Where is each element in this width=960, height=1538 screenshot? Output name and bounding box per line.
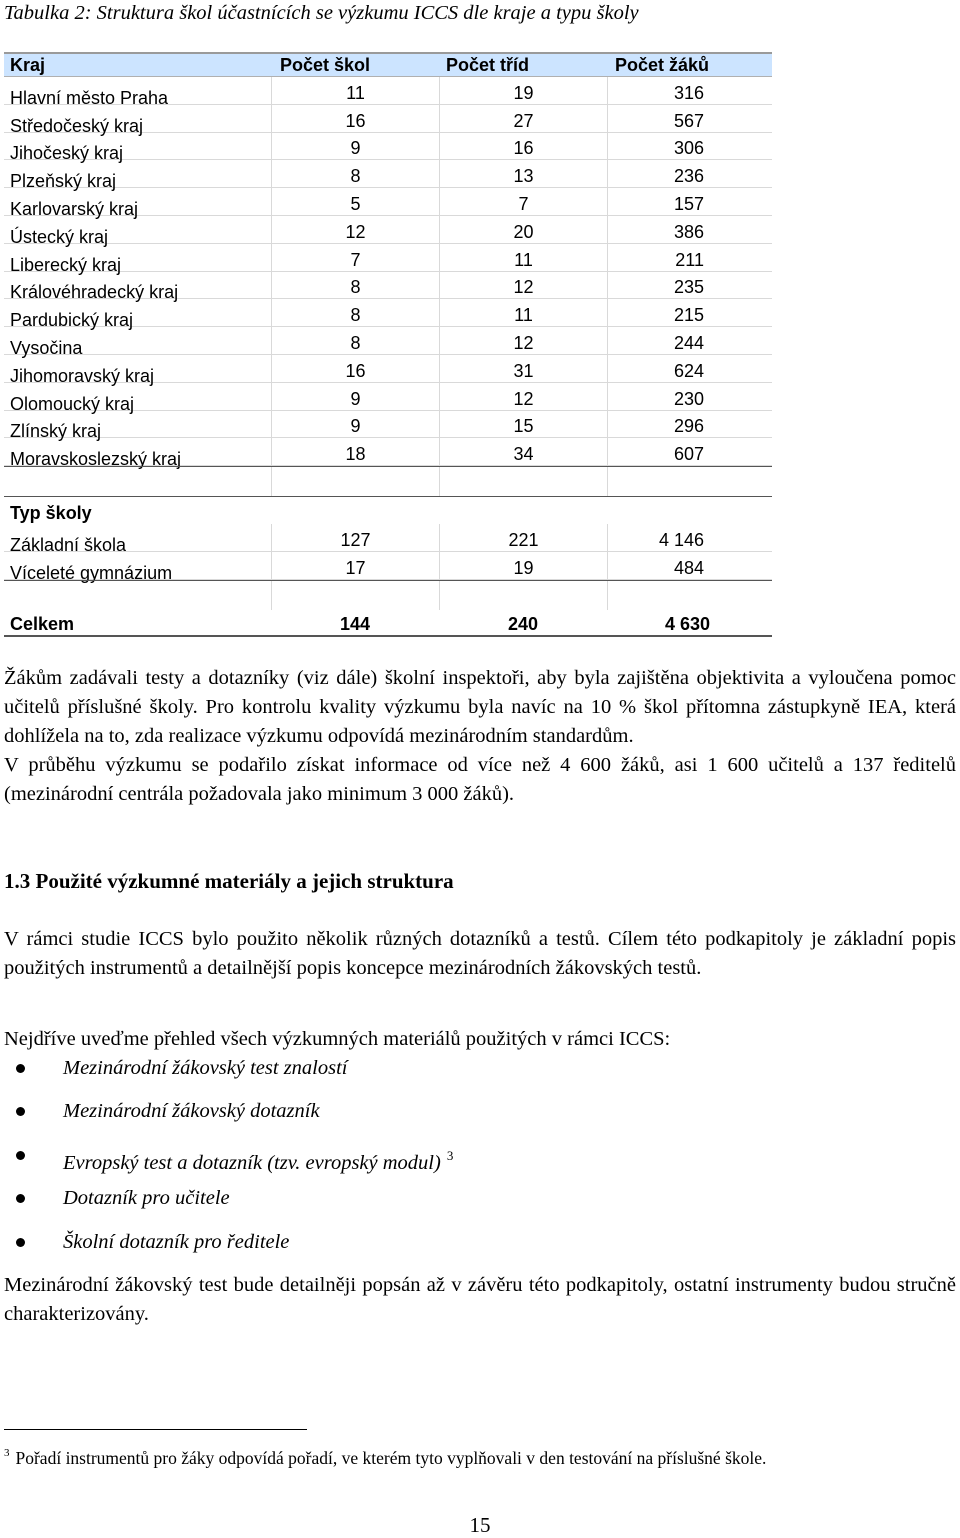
cell-schools: 8 <box>350 277 361 298</box>
section-heading: 1.3 Použité výzkumné materiály a jejich struktura <box>4 869 454 893</box>
table-row <box>4 133 772 164</box>
cell-schools: 5 <box>350 193 361 214</box>
bullet-icon <box>16 1064 25 1073</box>
cell-schools: 11 <box>346 82 365 103</box>
cell-classes: 27 <box>513 110 534 131</box>
footnote-number: 3 <box>4 1447 10 1459</box>
cell-name: Středočeský kraj <box>10 115 144 136</box>
cell-schools: 9 <box>350 388 361 409</box>
cell-students: 235 <box>673 277 704 298</box>
cell-schools: 9 <box>350 138 361 159</box>
type-heading: Typ školy <box>10 502 92 523</box>
table-row <box>4 272 772 303</box>
table-row <box>4 216 772 247</box>
cell-students: 316 <box>673 82 704 103</box>
cell-schools: 8 <box>350 166 361 187</box>
cell-students: 386 <box>673 221 704 242</box>
cell-students: 607 <box>673 444 704 465</box>
cell-students: 624 <box>673 360 704 381</box>
paragraph-inspectors <box>4 664 956 809</box>
footnote-ref[interactable]: 3 <box>446 1147 454 1163</box>
schools-table <box>4 52 772 637</box>
header-kraj: Kraj <box>10 55 46 75</box>
cell-name: Liberecký kraj <box>10 254 122 275</box>
list-item-text: Mezinárodní žákovský test znalostí <box>63 1057 348 1079</box>
total-row <box>4 610 772 638</box>
list-item-text: Školní dotazník pro ředitele <box>63 1230 290 1253</box>
paragraph-text: Žákům zadávali testy a dotazníky (viz dále) školní inspektoři, aby byla zajištěna objektivita a vyloučena pomoc učitelů příslušné školy. Pro kontrolu kvality výzkumu byla navíc na 10 % škol přítomna zástupkyně IEA, která dohlížela na to, zda realizace výzkumu odpovídá mezinárodním standardům. <box>4 667 956 747</box>
cell-students: 236 <box>673 166 704 187</box>
table-row <box>4 438 772 470</box>
footnote-separator <box>4 1429 307 1430</box>
table-row <box>4 524 772 555</box>
table-row <box>4 160 772 192</box>
page-number: 15 <box>469 1513 491 1537</box>
table-row <box>4 105 772 136</box>
spacer-row <box>4 466 772 496</box>
cell-classes: 15 <box>513 416 534 437</box>
cell-name: Ústecký kraj <box>10 226 109 247</box>
table-row <box>4 355 772 386</box>
list-item-text: Dotazník pro učitele <box>63 1187 230 1210</box>
cell-classes: 31 <box>513 360 534 381</box>
cell-students: 157 <box>673 193 704 214</box>
footnote-text: Pořadí instrumentů pro žáky odpovídá pořadí, ve kterém tyto vyplňovali v den testování na příslušné škole. <box>15 1448 767 1468</box>
table-row <box>4 244 772 275</box>
table-row <box>4 383 772 414</box>
cell-name: Vysočina <box>10 337 83 358</box>
spacer-row <box>4 580 772 610</box>
bullet-icon <box>16 1107 25 1116</box>
table-row <box>4 327 772 358</box>
cell-schools: 12 <box>345 221 366 242</box>
total-students: 4 630 <box>665 614 711 635</box>
cell-schools: 17 <box>345 557 366 578</box>
cell-classes: 12 <box>513 277 534 298</box>
cell-schools: 18 <box>345 444 366 465</box>
total-schools: 144 <box>339 614 371 635</box>
cell-classes: 13 <box>513 166 534 187</box>
paragraph-text: V průběhu výzkumu se podařilo získat informace od více než 4 600 žáků, asi 1 600 učitelů a 137 ředitelů (mezinárodní centrála požadovala jako minimum 3 000 žáků). <box>4 754 956 805</box>
table-row <box>4 299 772 331</box>
cell-name: Víceleté gymnázium <box>10 562 173 583</box>
cell-schools: 9 <box>350 416 361 437</box>
cell-name: Jihočeský kraj <box>10 143 124 164</box>
cell-name: Královéhradecký kraj <box>10 282 179 303</box>
cell-classes: 16 <box>513 138 534 159</box>
cell-classes: 221 <box>508 529 539 550</box>
cell-name: Hlavní město Praha <box>10 87 169 108</box>
cell-name: Olomoucký kraj <box>10 393 135 414</box>
bullet-icon <box>16 1194 25 1203</box>
cell-name: Moravskoslezský kraj <box>10 449 182 470</box>
table-row <box>4 552 772 583</box>
cell-classes: 12 <box>513 332 534 353</box>
type-heading-row <box>4 496 772 524</box>
cell-name: Plzeňský kraj <box>10 171 117 192</box>
table-caption: Tabulka 2: Struktura škol účastnících se výzkumu ICCS dle kraje a typu školy <box>4 2 639 24</box>
cell-students: 567 <box>673 110 704 131</box>
cell-schools: 8 <box>350 332 361 353</box>
bullet-icon <box>16 1238 25 1247</box>
cell-name: Pardubický kraj <box>10 310 134 331</box>
cell-classes: 19 <box>513 82 534 103</box>
cell-name: Zlínský kraj <box>10 421 102 442</box>
list-item-text: Mezinárodní žákovský dotazník <box>63 1100 320 1123</box>
header-pocet-zaku: Počet žáků <box>615 55 710 75</box>
cell-schools: 8 <box>350 305 361 326</box>
cell-classes: 34 <box>513 444 534 465</box>
paragraph-instruments: V rámci studie ICCS bylo použito několik různých dotazníků a testů. Cílem této podkapitoly je základní popis použitých instrumentů a detailnější popis koncepce mezinárodních žákovských testů. <box>4 928 956 979</box>
cell-name: Základní škola <box>10 534 127 555</box>
table-header-row <box>4 52 772 77</box>
table-row <box>4 188 772 219</box>
header-pocet-trid: Počet tříd <box>446 55 530 75</box>
cell-students: 296 <box>673 416 704 437</box>
cell-students: 484 <box>673 557 704 578</box>
table-row <box>4 77 772 108</box>
paragraph-closing: Mezinárodní žákovský test bude detailněji popsán až v závěru této podkapitoly, ostatní instrumenty budou stručně charakterizovány. <box>4 1274 956 1325</box>
total-label: Celkem <box>10 614 75 635</box>
cell-name: Karlovarský kraj <box>10 198 139 219</box>
header-pocet-skol: Počet škol <box>280 55 371 75</box>
cell-schools: 7 <box>350 249 361 270</box>
cell-schools: 16 <box>345 360 366 381</box>
cell-classes: 11 <box>514 249 533 270</box>
cell-schools: 127 <box>340 529 371 550</box>
cell-classes: 20 <box>513 221 534 242</box>
cell-students: 211 <box>675 249 704 270</box>
cell-classes: 19 <box>513 557 534 578</box>
cell-students: 230 <box>673 388 704 409</box>
cell-classes: 11 <box>514 305 533 326</box>
paragraph-overview: Nejdříve uveďme přehled všech výzkumných materiálů použitých v rámci ICCS: <box>4 1028 671 1050</box>
bullet-icon <box>16 1151 25 1160</box>
cell-students: 306 <box>673 138 704 159</box>
cell-name: Jihomoravský kraj <box>10 365 155 386</box>
cell-students: 215 <box>673 305 704 326</box>
total-classes: 240 <box>507 614 539 635</box>
cell-students: 4 146 <box>658 529 704 550</box>
cell-students: 244 <box>673 332 704 353</box>
list-item-text <box>63 1141 453 1178</box>
table-row <box>4 411 772 442</box>
list-item-label: Evropský test a dotazník (tzv. evropský modul) <box>63 1151 441 1174</box>
footnote <box>4 1440 766 1471</box>
cell-classes: 7 <box>518 193 529 214</box>
cell-classes: 12 <box>513 388 534 409</box>
cell-schools: 16 <box>345 110 366 131</box>
